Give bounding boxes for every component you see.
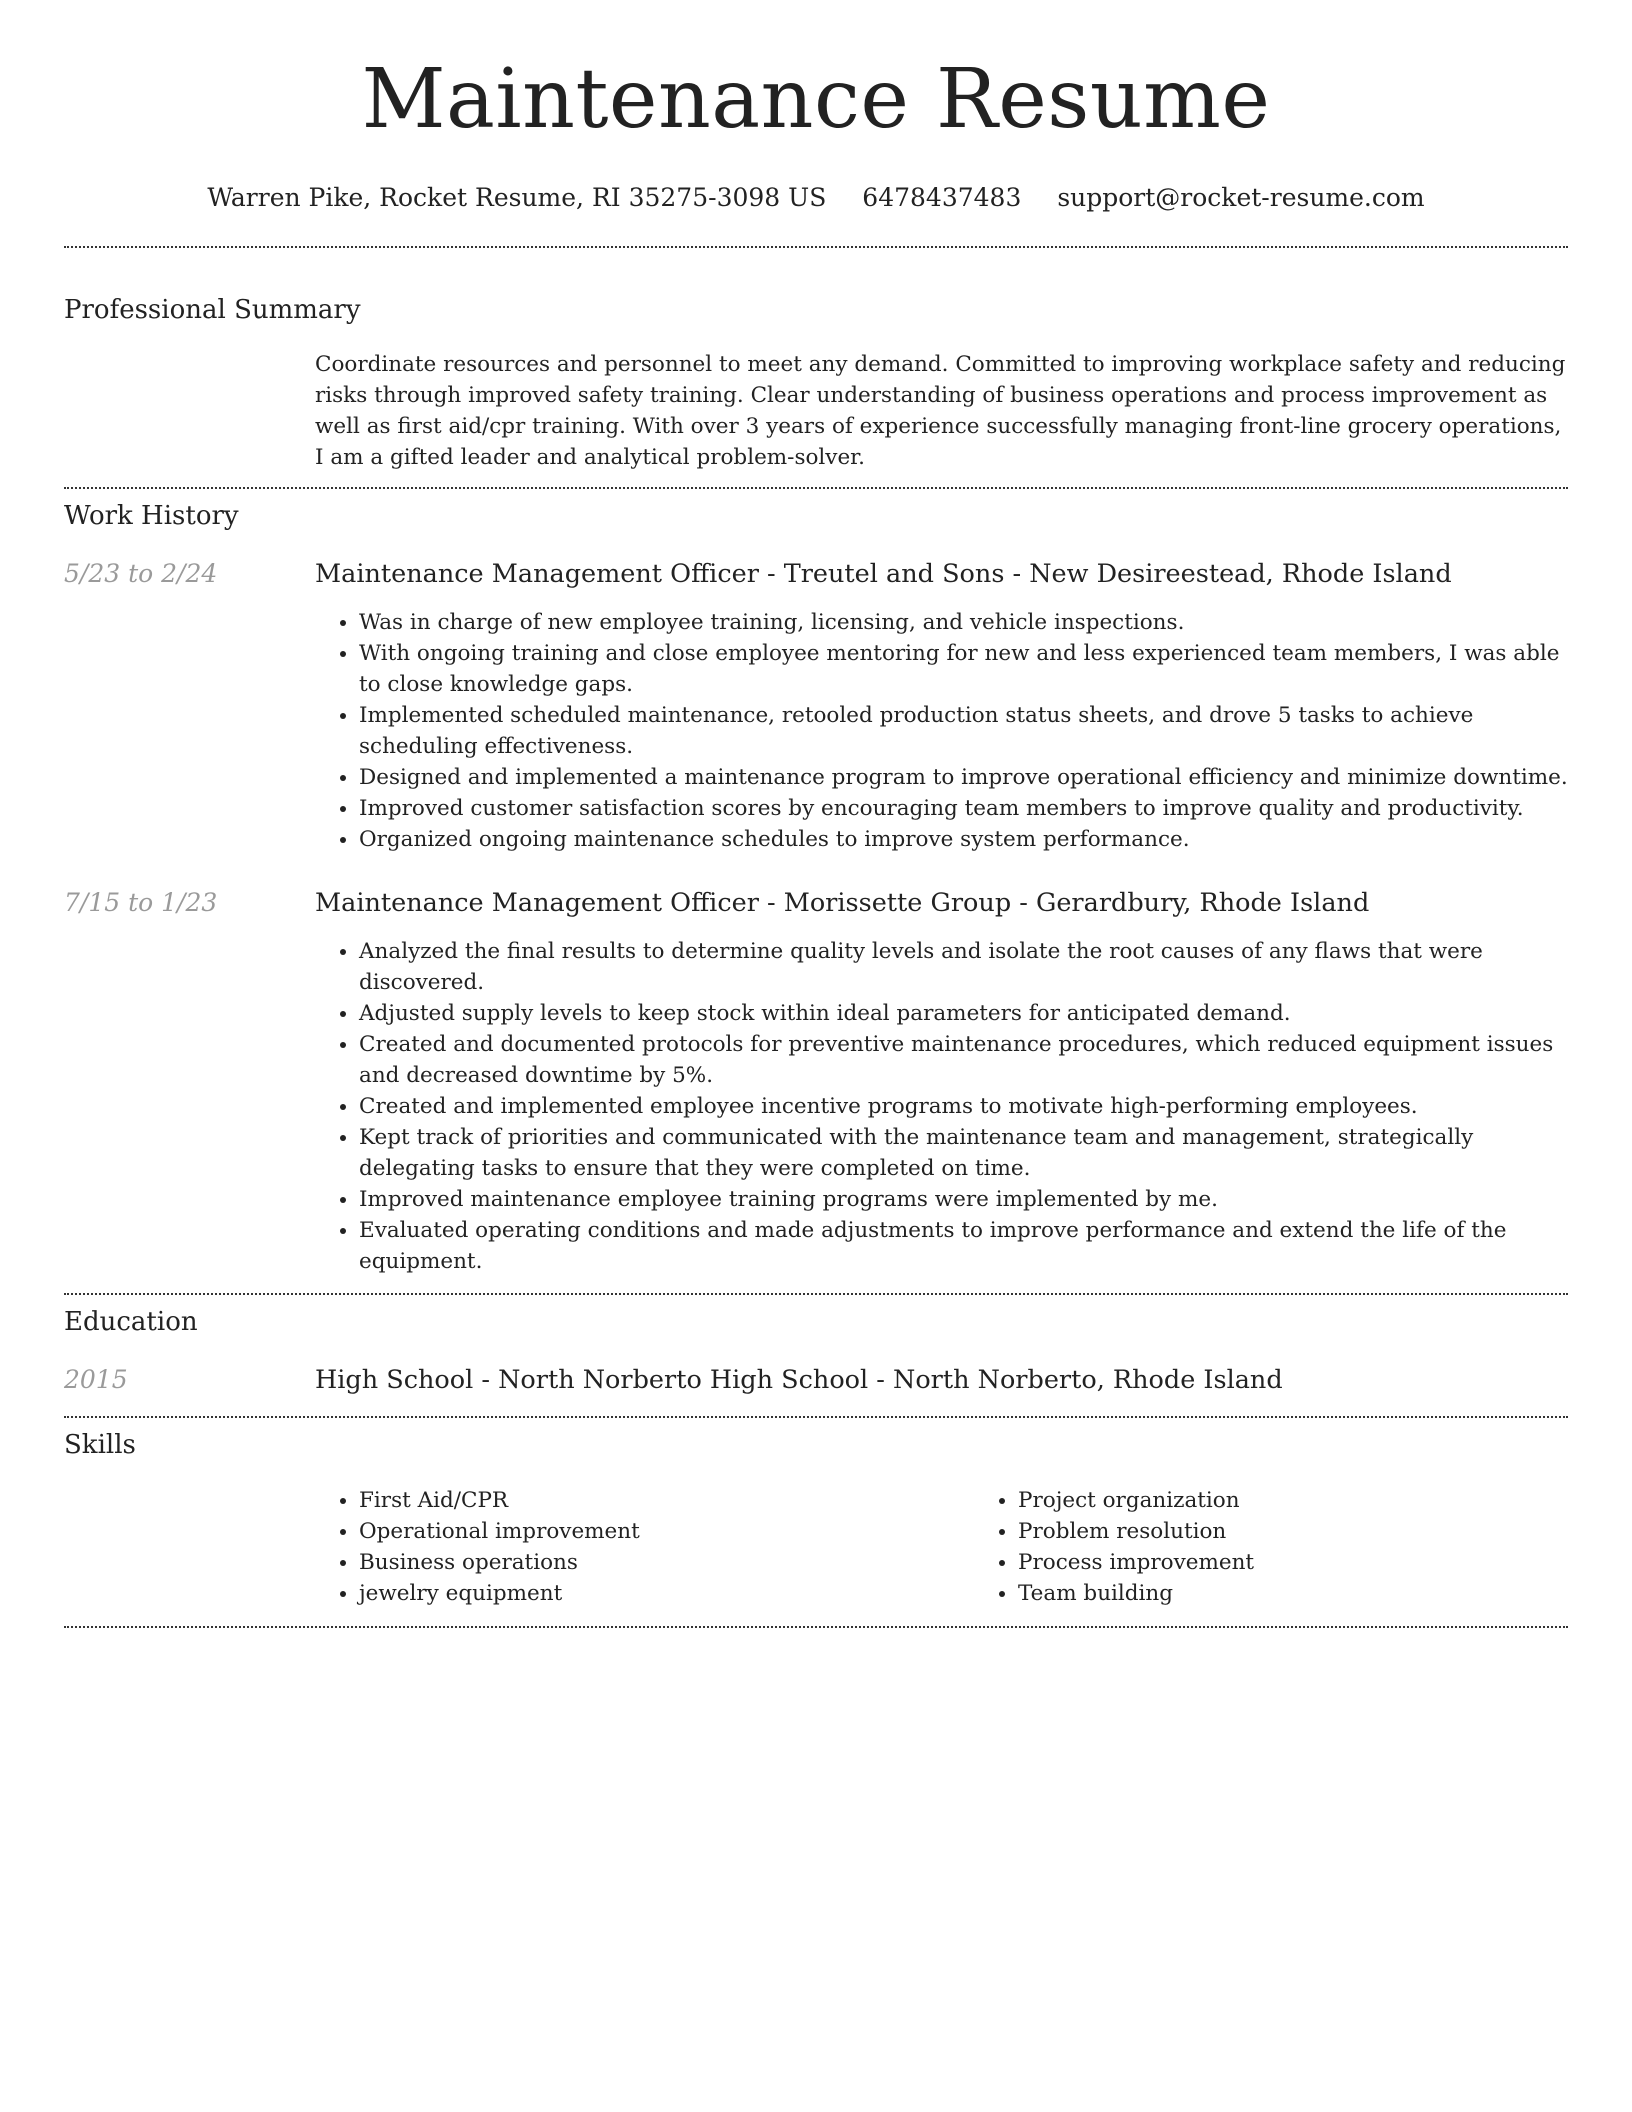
list-item: • First Aid/CPR	[359, 1485, 974, 1516]
skills-list-right	[974, 1485, 1632, 1609]
skills-spacer	[64, 1485, 315, 1609]
list-item: • Created and implemented employee incentive programs to motivate high-performing employees.	[359, 1091, 1568, 1122]
job-bullets	[315, 607, 1568, 855]
skills-section	[64, 1429, 1568, 1609]
list-item: • Problem resolution	[1018, 1516, 1632, 1547]
contact-line	[64, 182, 1568, 214]
contact-address: Warren Pike, Rocket Resume, RI 35275-3098 US	[207, 183, 827, 212]
divider	[64, 1626, 1568, 1628]
summary-spacer	[64, 349, 315, 473]
contact-phone: 6478437483	[862, 183, 1022, 212]
education-heading: Education	[64, 1307, 198, 1337]
list-item: • Kept track of priorities and communicated with the maintenance team and management, strategically delegating tasks to ensure that they were completed on time.	[359, 1122, 1568, 1184]
education-year: 2015	[64, 1365, 128, 1394]
list-item: • Analyzed the final results to determine quality levels and isolate the root causes of any flaws that were discovered.	[359, 936, 1568, 998]
list-item: • With ongoing training and close employee mentoring for new and less experienced team members, I was able to close knowledge gaps.	[359, 638, 1568, 700]
list-item: • Team building	[1018, 1578, 1632, 1609]
skills-heading: Skills	[64, 1430, 136, 1460]
job-title: Maintenance Management Officer - Morissette Group - Gerardbury, Rhode Island	[315, 888, 1370, 918]
list-item: • Created and documented protocols for preventive maintenance procedures, which reduced equipment issues and decreased downtime by 5%.	[359, 1029, 1568, 1091]
work-history-section	[64, 500, 1568, 1277]
divider	[64, 1293, 1568, 1295]
list-item: • Process improvement	[1018, 1547, 1632, 1578]
job-title: Maintenance Management Officer - Treutel and Sons - New Desireestead, Rhode Island	[315, 559, 1452, 589]
list-item: • jewelry equipment	[359, 1578, 974, 1609]
list-item: • Improved maintenance employee training programs were implemented by me.	[359, 1184, 1568, 1215]
job-dates: 7/15 to 1/23	[64, 888, 218, 917]
list-item: • Was in charge of new employee training, licensing, and vehicle inspections.	[359, 607, 1568, 638]
list-item: • Project organization	[1018, 1485, 1632, 1516]
resume-title: Maintenance Resume	[361, 52, 1271, 147]
job-bullets	[315, 936, 1568, 1277]
job-entry	[64, 887, 1568, 1277]
list-item: • Implemented scheduled maintenance, retooled production status sheets, and drove 5 tasks to achieve scheduling effectiveness.	[359, 700, 1568, 762]
job-entry	[64, 558, 1568, 855]
list-item: • Business operations	[359, 1547, 974, 1578]
list-item: • Adjusted supply levels to keep stock within ideal parameters for anticipated demand.	[359, 998, 1568, 1029]
skills-list-left	[315, 1485, 974, 1609]
divider	[64, 1416, 1568, 1418]
summary-section	[64, 294, 1568, 473]
work-history-heading: Work History	[64, 501, 239, 531]
summary-text: Coordinate resources and personnel to meet any demand. Committed to improving workplace safety and reducing risks through improved safety training. Clear understanding of business operations and process improvement as well as first aid/cpr training. With over 3 years of experience successfully managing front-line grocery operations, I am a gifted leader and analytical problem-solver.	[315, 352, 1566, 470]
list-item: • Organized ongoing maintenance schedules to improve system performance.	[359, 824, 1568, 855]
list-item: • Operational improvement	[359, 1516, 974, 1547]
list-item: • Evaluated operating conditions and made adjustments to improve performance and extend the life of the equipment.	[359, 1215, 1568, 1277]
job-dates: 5/23 to 2/24	[64, 559, 218, 588]
divider	[64, 246, 1568, 248]
list-item: • Designed and implemented a maintenance program to improve operational efficiency and minimize downtime.	[359, 762, 1568, 793]
divider	[64, 487, 1568, 489]
education-section	[64, 1306, 1568, 1396]
contact-email: support@rocket-resume.com	[1057, 183, 1425, 212]
education-entry: High School - North Norberto High School - North Norberto, Rhode Island	[315, 1365, 1283, 1395]
list-item: • Improved customer satisfaction scores by encouraging team members to improve quality and productivity.	[359, 793, 1568, 824]
summary-heading: Professional Summary	[64, 295, 361, 325]
